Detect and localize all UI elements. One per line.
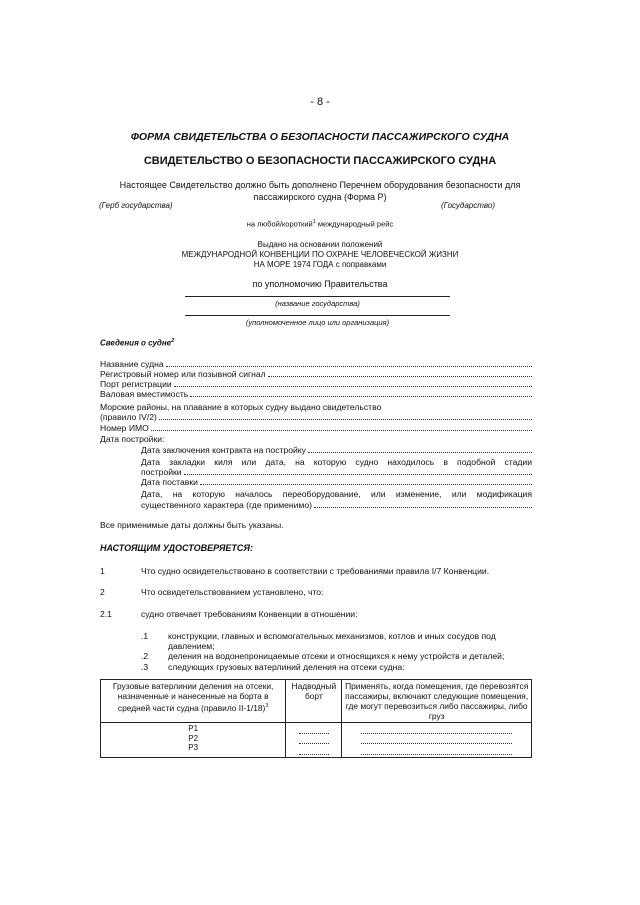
port-field bbox=[100, 379, 532, 389]
state-label: (Государство) bbox=[441, 201, 496, 210]
field-label: (правило IV/2) bbox=[100, 412, 157, 422]
fill-line bbox=[308, 445, 532, 453]
fill-line bbox=[151, 423, 532, 431]
call-sign-field bbox=[100, 369, 532, 379]
subitem-number: .2 bbox=[141, 651, 149, 661]
fill-line bbox=[361, 735, 512, 745]
conversion-date-label: Дата, на которую началось переоборудование, или изменение, или модификация bbox=[141, 489, 532, 499]
authorized-line bbox=[185, 315, 450, 316]
intro-text: Настоящее Свидетельство должно быть дополнено Перечнем оборудования безопасности для пассажирского судна (Форма Р) bbox=[119, 180, 521, 202]
build-date-label: Дата постройки: bbox=[100, 434, 165, 444]
subitem-text: конструкции, главных и вспомогательных механизмов, котлов и иных сосудов под bbox=[168, 631, 496, 641]
subitem-text: следующих грузовых ватерлиний деления на отсеки судна: bbox=[168, 662, 405, 672]
conditions-cells bbox=[342, 723, 532, 758]
fill-line bbox=[299, 745, 329, 755]
ship-section-title: Сведения о судне bbox=[100, 338, 172, 348]
form-title: ФОРМА СВИДЕТЕЛЬСТВА О БЕЗОПАСНОСТИ ПАССАЖИРСКОГО СУДНА bbox=[130, 131, 510, 143]
coat-of-arms-label: (Герб государства) bbox=[99, 201, 173, 210]
sea-areas-field bbox=[100, 412, 532, 422]
ship-section-heading bbox=[100, 338, 174, 348]
load-line-label: P1 bbox=[188, 724, 199, 733]
subdivision-load-lines-table bbox=[100, 679, 532, 758]
sea-areas-label: Морские районы, на плавание в которых судну выдано свидетельство bbox=[100, 402, 382, 412]
fill-line bbox=[159, 412, 532, 420]
certificate-title: СВИДЕТЕЛЬСТВО О БЕЗОПАСНОСТИ ПАССАЖИРСКОГО СУДНА bbox=[143, 155, 497, 167]
fill-line bbox=[314, 500, 532, 508]
footnote-2: 2 bbox=[171, 338, 175, 344]
item-number: 1 bbox=[100, 566, 105, 576]
footnote-3: 3 bbox=[265, 703, 269, 709]
ship-name-field bbox=[100, 359, 532, 369]
voyage-type bbox=[0, 219, 640, 229]
table-header-load-lines bbox=[101, 680, 286, 723]
fill-line bbox=[190, 389, 532, 397]
item-text: судно отвечает требованиям Конвенции в отношении: bbox=[141, 609, 358, 619]
fill-line bbox=[268, 369, 532, 377]
keel-date-label: Дата закладки киля или дата, на которую судно находилось в подобной стадии bbox=[141, 457, 532, 467]
field-label: Дата поставки bbox=[141, 477, 198, 487]
load-line-labels bbox=[101, 723, 286, 758]
tonnage-field bbox=[100, 389, 532, 399]
authority-text: по уполномочию Правительства bbox=[252, 279, 388, 289]
basis-line-3: НА МОРЕ 1974 ГОДА с поправками bbox=[253, 260, 387, 269]
item-number: 2 bbox=[100, 587, 105, 597]
state-name-line bbox=[185, 296, 450, 297]
issue-basis bbox=[120, 240, 520, 270]
field-label: Название судна bbox=[100, 359, 164, 369]
voyage-suffix: международный рейс bbox=[315, 219, 394, 229]
subitem-number: .3 bbox=[141, 662, 149, 672]
load-line-label: P2 bbox=[188, 733, 199, 743]
fill-line bbox=[184, 467, 532, 475]
fill-line bbox=[299, 735, 329, 745]
field-label: Регистровый номер или позывной сигнал bbox=[100, 369, 266, 379]
fill-line bbox=[200, 477, 532, 485]
state-name-caption: (название государства) bbox=[275, 299, 360, 308]
field-label: Порт регистрации bbox=[100, 379, 172, 389]
table-header-conditions: Применять, когда помещения, где перевозятся пассажиры, включают следующие помещения, где могут перевозиться либо пассажиры, либо груз bbox=[342, 680, 532, 723]
header-text: Грузовые ватерлинии деления на отсеки, назначенные и нанесенные на борта в средней части судна (правило II-1/18) bbox=[112, 681, 274, 713]
page-number: - 8 - bbox=[310, 96, 330, 108]
item-text: Что судно освидетельствовано в соответствии с требованиями правила I/7 Конвенции. bbox=[141, 566, 490, 576]
conversion-date-field bbox=[141, 500, 532, 510]
all-dates-note: Все применимые даты должны быть указаны. bbox=[100, 520, 284, 530]
imo-field bbox=[100, 423, 532, 433]
load-line-label: P3 bbox=[188, 743, 199, 752]
subitem-number: .1 bbox=[141, 631, 149, 641]
basis-line-2: МЕЖДУНАРОДНОЙ КОНВЕНЦИИ ПО ОХРАНЕ ЧЕЛОВЕЧЕСКОЙ ЖИЗНИ bbox=[181, 250, 459, 259]
authorized-caption: (уполномоченное лицо или организация) bbox=[245, 318, 390, 327]
item-text: Что освидетельствованием установлено, что: bbox=[141, 587, 324, 597]
voyage-text: на любой/короткий bbox=[246, 219, 313, 229]
table-header-freeboard: Надводный борт bbox=[286, 680, 342, 723]
field-label: Номер ИМО bbox=[100, 423, 149, 433]
fill-line bbox=[166, 359, 532, 367]
basis-line-1: Выдано на основании положений bbox=[257, 240, 383, 249]
field-label: существенного характера (где применимо) bbox=[141, 500, 312, 510]
fill-line bbox=[361, 724, 512, 734]
field-label: Валовая вместимость bbox=[100, 389, 189, 399]
footnote-1: 1 bbox=[312, 219, 316, 225]
certify-heading: НАСТОЯЩИМ УДОСТОВЕРЯЕТСЯ: bbox=[100, 543, 253, 553]
subitem-text: деления на водонепроницаемые отсеки и относящихся к нему устройств и деталей; bbox=[168, 651, 505, 661]
field-label: постройки bbox=[141, 467, 182, 477]
keel-date-field bbox=[141, 467, 532, 477]
fill-line bbox=[361, 745, 512, 755]
freeboard-cells bbox=[286, 723, 342, 758]
subitem-text-cont: давлением; bbox=[168, 641, 215, 651]
table-row bbox=[101, 723, 532, 758]
field-label: Дата заключения контракта на постройку bbox=[141, 445, 306, 455]
delivery-date-field bbox=[141, 477, 532, 487]
fill-line bbox=[174, 379, 532, 387]
contract-date-field bbox=[141, 445, 532, 455]
fill-line bbox=[299, 724, 329, 734]
item-number: 2.1 bbox=[100, 609, 112, 619]
